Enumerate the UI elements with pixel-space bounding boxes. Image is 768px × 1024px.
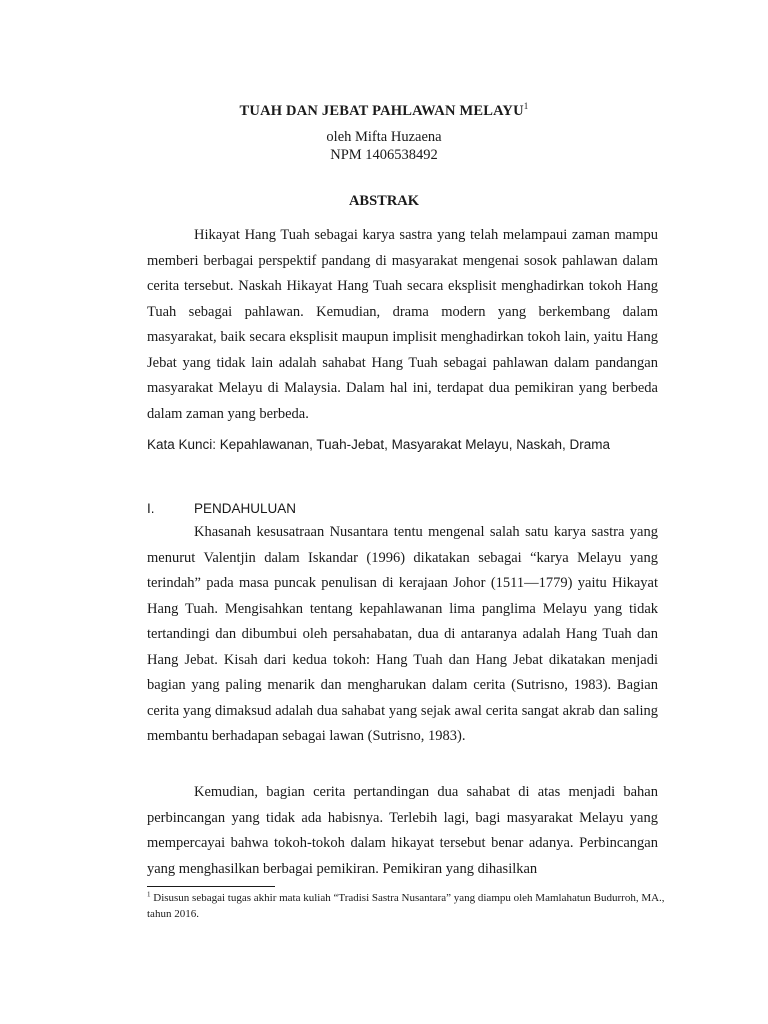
- footnote: [147, 891, 667, 922]
- body-paragraph-1: Khasanah kesusatraan Nusantara tentu mengenal salah satu karya sastra yang menurut Valentjin dalam Iskandar (1996) dikatakan sebagai “karya Melayu yang terindah” pada masa puncak penulisan di kerajaan Johor (1511—1779) yaitu Hikayat Hang Tuah. Mengisahkan tentang kepahlawanan lima panglima Melayu yang tidak tertandingi dan dibumbui oleh persahabatan, dua di antaranya adalah Hang Tuah dan Hang Jebat. Kisah dari kedua tokoh: Hang Tuah dan Hang Jebat dikatakan menjadi bagian yang paling menarik dan mengharukan dalam cerita (Sutrisno, 1983). Bagian cerita yang dimaksud adalah dua sahabat yang sejak awal cerita sangat akrab dan saling membantu berhadapan sebagai lawan (Sutrisno, 1983).: [147, 524, 658, 744]
- section-number: I.: [147, 501, 155, 516]
- document-title: [0, 103, 768, 120]
- footnote-text: Disusun sebagai tugas akhir mata kuliah “Tradisi Sastra Nusantara” yang diampu oleh Mamlahatun Budurroh, MA., tahun 2016.: [147, 892, 665, 920]
- footnote-separator: [147, 886, 275, 887]
- student-number: NPM 1406538492: [330, 147, 438, 163]
- title-footnote-mark[interactable]: 1: [523, 101, 529, 112]
- abstract-heading: ABSTRAK: [348, 193, 420, 209]
- title-text: TUAH DAN JEBAT PAHLAWAN MELAYU: [239, 103, 524, 119]
- section-title: PENDAHULUAN: [194, 501, 297, 516]
- keywords-line: Kata Kunci: Kepahlawanan, Tuah-Jebat, Masyarakat Melayu, Naskah, Drama: [147, 437, 610, 452]
- body-paragraph-2: Kemudian, bagian cerita pertandingan dua sahabat di atas menjadi bahan perbincangan yang tidak ada habisnya. Terlebih lagi, bagi masyarakat Melayu yang mempercayai bahwa tokoh-tokoh dalam hikayat tersebut benar adanya. Perbincangan yang menghasilkan berbagai pemikiran. Pemikiran yang dihasilkan: [147, 784, 658, 877]
- footnote-mark: 1: [147, 890, 151, 899]
- author-name: oleh Mifta Huzaena: [326, 129, 442, 145]
- author-block: [0, 128, 768, 164]
- abstract-paragraph: Hikayat Hang Tuah sebagai karya sastra yang telah melampaui zaman mampu memberi berbagai perspektif pandang di masyarakat mengenai sosok pahlawan dalam cerita tersebut. Naskah Hikayat Hang Tuah secara eksplisit menghadirkan tokoh Hang Tuah sebagai pahlawan. Kemudian, drama modern yang berkembang dalam masyarakat, baik secara eksplisit maupun implisit menghadirkan tokoh lain, yaitu Hang Jebat yang tidak lain adalah sahabat Hang Tuah sebagai pahlawan dalam pandangan masyarakat Melayu di Malaysia. Dalam hal ini, terdapat dua pemikiran yang berbeda dalam zaman yang berbeda.: [147, 227, 658, 422]
- section-heading: [147, 496, 658, 521]
